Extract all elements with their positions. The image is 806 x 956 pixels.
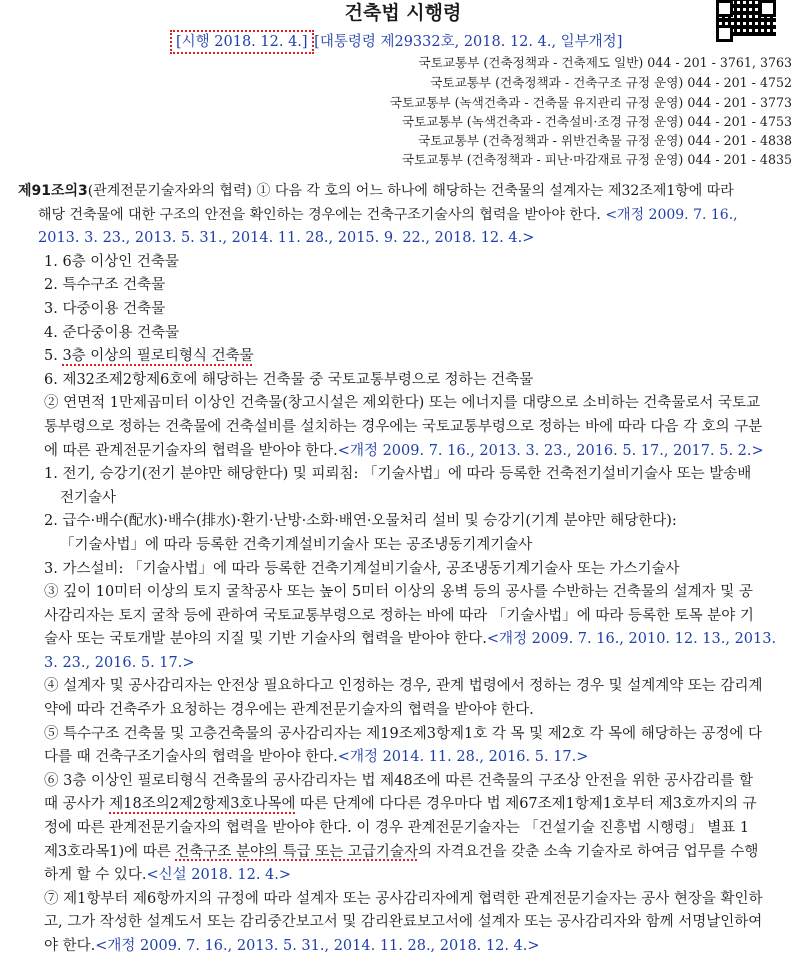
amendment-link[interactable]: <개정 2014. 11. 28., 2016. 5. 17.> bbox=[337, 749, 589, 766]
paragraph-text: 하게 할 수 있다. bbox=[44, 867, 147, 884]
paragraph-line bbox=[44, 441, 798, 461]
paragraph-line bbox=[44, 629, 798, 649]
page-title: 건축법 시행령 bbox=[344, 2, 462, 24]
paragraph-text: 야 한다. bbox=[44, 938, 96, 954]
list-item-continued: 전기술사 bbox=[60, 489, 117, 506]
article-number: 제91조의3 bbox=[18, 183, 88, 199]
contact-line: 국토교통부 (녹색건축과 - 건축물 유지관리 규정 운영) 044 - 201 - 3773 bbox=[389, 95, 792, 110]
paragraph-text: 고, 그가 작성한 설계도서 또는 감리중간보고서 및 감리완료보고서에 설계자 또는 공사감리자와 함께 서명날인하여 bbox=[44, 914, 763, 931]
qr-code-icon[interactable] bbox=[716, 0, 776, 36]
paragraph-line bbox=[44, 794, 798, 814]
contact-line: 국토교통부 (건축정책과 - 위반건축물 규정 운영) 044 - 201 - 4838 bbox=[418, 133, 792, 148]
list-item: 3. 가스설비: 「기술사법」에 따라 등록한 건축기계설비기술사, 공조냉동기계기술사 또는 가스기술사 bbox=[44, 560, 680, 577]
list-item: 1. 전기, 승강기(전기 분야만 해당한다) 및 피뢰침: 「기술사법」에 따라 등록한 건축전기설비기술사 또는 발송배 bbox=[44, 466, 752, 483]
list-item-number: 5. bbox=[44, 348, 63, 365]
amendment-link[interactable]: 3. 23., 2016. 5. 17.> bbox=[44, 654, 195, 671]
paragraph-text: 통부령으로 정하는 건축물에 건축설비를 설치하는 경우에는 국토교통부령으로 정하는 바에 따라 다음 각 호의 구분 bbox=[44, 418, 763, 435]
highlighted-text: 제18조의2제2항제3호나목에 bbox=[109, 796, 296, 813]
paragraph-text: 사감리자는 토지 굴착 등에 관하여 국토교통부령으로 정하는 바에 따라 「기술사법」에 따라 등록한 토목 분야 기 bbox=[44, 607, 754, 624]
paragraph-text: 때 공사가 bbox=[44, 796, 110, 813]
paragraph-line bbox=[38, 205, 798, 225]
paragraph-line bbox=[44, 747, 798, 767]
list-item: 3. 다중이용 건축물 bbox=[44, 300, 166, 317]
paragraph-text: ③ 깊이 10미터 이상의 토지 굴착공사 또는 높이 5미터 이상의 옹벽 등의 공사를 수반하는 건축물의 설계자 및 공 bbox=[44, 584, 753, 601]
paragraph-text: ① 다음 각 호의 어느 하나에 해당하는 건축물의 설계자는 제32조제1항에 따라 bbox=[256, 183, 734, 199]
paragraph-text: 정에 따른 관계전문기술자의 협력을 받아야 한다. 이 경우 관계전문기술자는 「건설기술 진흥법 시행령」 별표 1 bbox=[44, 820, 750, 837]
paragraph-line bbox=[44, 865, 798, 885]
amendment-link[interactable]: <신설 2018. 12. 4.> bbox=[146, 867, 292, 884]
paragraph-text: 의 자격요건을 갖춘 소속 기술자로 하여금 업무를 수행 bbox=[417, 843, 759, 860]
paragraph-text: 술사 또는 국토개발 분야의 지질 및 기반 기술사의 협력을 받아야 한다. bbox=[44, 631, 487, 648]
paragraph-text: 약에 따라 건축주가 요청하는 경우에는 관계전문기술자의 협력을 받아야 한다. bbox=[44, 702, 534, 719]
enforcement-info bbox=[174, 30, 622, 51]
contact-line: 국토교통부 (건축정책과 - 건축제도 일반) 044 - 201 - 3761, 3763 bbox=[418, 55, 792, 70]
decree-info[interactable]: [대통령령 제29332호, 2018. 12. 4., 일부개정] bbox=[314, 34, 623, 50]
paragraph-text: 에 따른 관계전문기술자의 협력을 받아야 한다. bbox=[44, 442, 338, 459]
list-item: 2. 급수·배수(配水)·배수(排水)·환기·난방·소화·배연·오물처리 설비 및 승강기(기계 분야만 해당한다): bbox=[44, 513, 677, 530]
list-item: 2. 특수구조 건축물 bbox=[44, 277, 166, 294]
amendment-link[interactable]: <개정 2009. 7. 16., 2013. 3. 23., 2016. 5. 17., 2017. 5. 2.> bbox=[337, 442, 764, 459]
list-item: 1. 6층 이상인 건축물 bbox=[44, 253, 179, 270]
paragraph-text: ④ 설계자 및 공사감리자는 안전상 필요하다고 인정하는 경우, 관계 법령에서 정하는 경우 및 설계계약 또는 감리계 bbox=[44, 678, 763, 695]
contact-line: 국토교통부 (건축정책과 - 건축구조 규정 운영) 044 - 201 - 4752 bbox=[430, 75, 792, 90]
amendment-link[interactable]: 2013. 3. 23., 2013. 5. 31., 2014. 11. 28., 2015. 9. 22., 2018. 12. 4.> bbox=[38, 230, 535, 247]
list-item: 6. 제32조제2항제6호에 해당하는 건축물 중 국토교통부령으로 정하는 건축물 bbox=[44, 371, 534, 388]
article-heading: (관계전문기술자와의 협력) bbox=[87, 183, 252, 199]
list-item-continued: 「기술사법」에 따라 등록한 건축기계설비기술사 또는 공조냉동기계기술사 bbox=[60, 536, 533, 553]
contact-line: 국토교통부 (녹색건축과 - 건축설비·조경 규정 운영) 044 - 201 - 4753 bbox=[401, 114, 792, 129]
highlighted-text: 건축구조 분야의 특급 또는 고급기술자 bbox=[175, 843, 418, 860]
list-item: 4. 준다중이용 건축물 bbox=[44, 324, 180, 341]
amendment-link[interactable]: <개정 2009. 7. 16., bbox=[605, 206, 738, 223]
paragraph-text: ⑥ 3층 이상인 필로티형식 건축물의 공사감리자는 법 제48조에 따른 건축물의 구조상 안전을 위한 공사감리를 할 bbox=[44, 772, 754, 789]
enforcement-date[interactable]: [시행 2018. 12. 4.] bbox=[176, 34, 308, 50]
list-item bbox=[44, 346, 798, 366]
paragraph-text: ⑦ 제1항부터 제6항까지의 규정에 따라 설계자 또는 공사감리자에게 협력한 관계전문기술자는 공사 현장을 확인하 bbox=[44, 890, 763, 907]
article-first-line bbox=[18, 181, 798, 201]
paragraph-text: 따른 단계에 다다른 경우마다 법 제67조제1항제1호부터 제3호까지의 규 bbox=[295, 796, 757, 813]
paragraph-line bbox=[44, 842, 798, 862]
highlighted-text: 3층 이상의 필로티형식 건축물 bbox=[62, 348, 254, 365]
paragraph-text: 다를 때 건축구조기술사의 협력을 받아야 한다. bbox=[44, 749, 338, 766]
amendment-link[interactable]: <개정 2009. 7. 16., 2010. 12. 13., 2013. bbox=[486, 631, 777, 648]
amendment-link[interactable]: <개정 2009. 7. 16., 2013. 5. 31., 2014. 11. 28., 2018. 12. 4.> bbox=[95, 938, 540, 954]
paragraph-text: ⑤ 특수구조 건축물 및 고층건축물의 공사감리자는 제19조제3항제1호 각 목 및 제2호 각 목에 해당하는 공정에 다 bbox=[44, 725, 763, 742]
paragraph-text: 제3호라목1)에 따른 bbox=[44, 843, 176, 860]
paragraph-text: 해당 건축물에 대한 구조의 안전을 확인하는 경우에는 건축구조기술사의 협력을 받아야 한다. bbox=[38, 206, 606, 223]
paragraph-line bbox=[44, 936, 798, 956]
contact-line: 국토교통부 (건축정책과 - 피난·마감재료 규정 운영) 044 - 201 - 4835 bbox=[401, 152, 792, 167]
paragraph-text: ② 연면적 1만제곱미터 이상인 건축물(창고시설은 제외한다) 또는 에너지를 대량으로 소비하는 건축물로서 국토교 bbox=[44, 395, 761, 412]
